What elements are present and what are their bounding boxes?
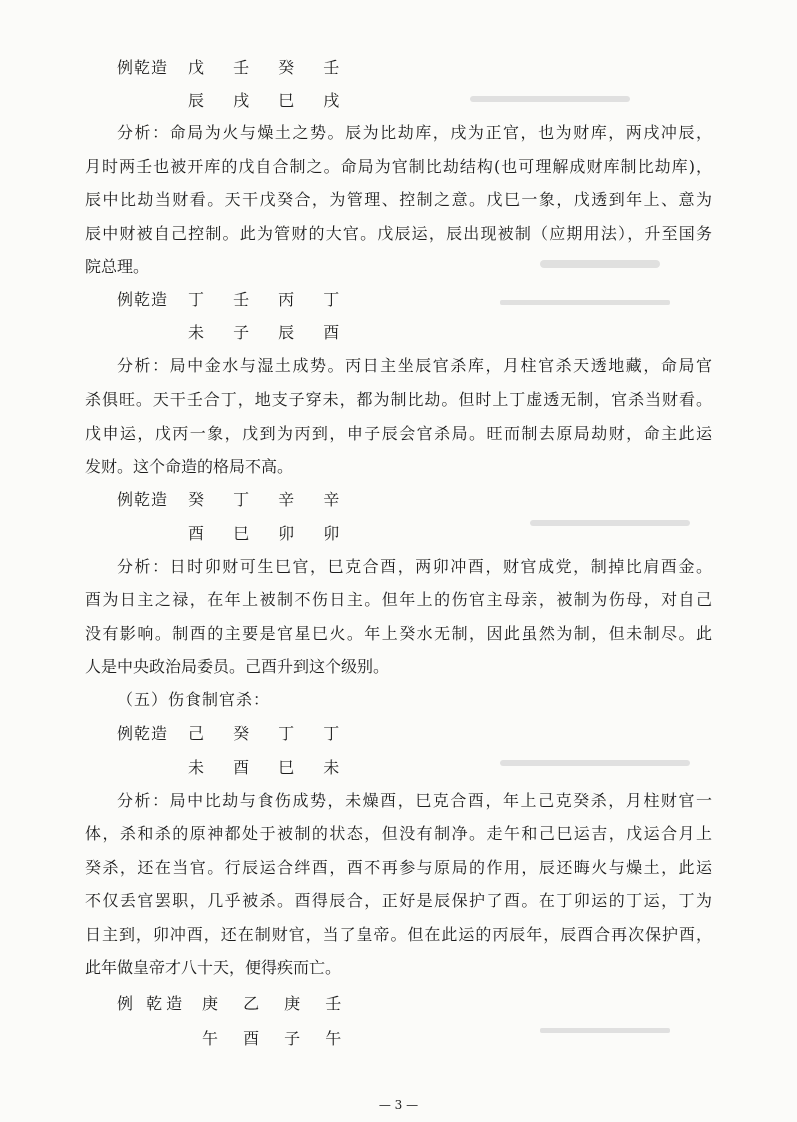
paragraph-line: 日主到，卯冲酉，还在制财官，当了皇帝。但在此运的丙辰年，辰酉合再次保护酉， — [85, 925, 712, 944]
paragraph-line: 体，杀和杀的原神都处于被制的状态，但没有制净。走午和己巳运吉，戊运合月上 — [85, 824, 712, 843]
bazi-chart-label: 例 乾造 — [117, 994, 187, 1013]
paragraph-line: 戊申运，戊丙一象，戊到为丙到，申子辰会官杀局。旺而制去原局劫财，命主此运 — [85, 424, 712, 443]
bazi-heavenly-stems: 癸 丁 辛 辛 — [188, 490, 352, 509]
bazi-earthly-branches: 未 子 辰 酉 — [188, 323, 352, 342]
bazi-chart-label: 例乾造 — [117, 490, 169, 509]
paragraph-line: 分析：命局为火与燥土之势。辰为比劫库，戌为正官，也为财库，两戌冲辰， — [117, 123, 712, 142]
paragraph-line: 此年做皇帝才八十天，便得疾而亡。 — [85, 958, 342, 977]
paragraph-line: 辰中比劫当财看。天干戊癸合，为管理、控制之意。戊巳一象，戊透到年上、意为 — [85, 190, 712, 209]
paragraph-line: 辰中财被自己控制。此为管财的大官。戊辰运，辰出现被制（应期用法），升至国务 — [85, 224, 712, 243]
bazi-chart-label: 例乾造 — [117, 58, 169, 77]
bazi-heavenly-stems: 丁 壬 丙 丁 — [188, 290, 352, 309]
paragraph-line: 院总理。 — [85, 257, 150, 276]
bazi-earthly-branches: 未 酉 巳 未 — [188, 758, 352, 777]
paragraph-line: 没有影响。制酉的主要是官星巳火。年上癸水无制，因此虽然为制，但未制尽。此 — [85, 624, 712, 643]
section-heading: （五）伤食制官杀： — [117, 690, 271, 709]
page-number: — 3 — — [378, 1098, 419, 1112]
paragraph-line: 分析：局中金水与湿土成势。丙日主坐辰官杀库，月柱官杀天透地藏，命局官 — [117, 356, 712, 375]
bazi-chart-label: 例乾造 — [117, 724, 169, 743]
paragraph-line: 发财。这个命造的格局不高。 — [85, 457, 294, 476]
bazi-heavenly-stems: 庚 乙 庚 壬 — [202, 994, 352, 1013]
paragraph-line: 分析：局中比劫与食伤成势，未燥酉，巳克合酉，年上己克癸杀，月柱财官一 — [117, 791, 712, 810]
paragraph-line: 月时两壬也被开库的戊自合制之。命局为官制比劫结构(也可理解成财库制比劫库)， — [85, 157, 712, 176]
paragraph-line: 人是中央政治局委员。己酉升到这个级别。 — [85, 657, 390, 676]
paragraph-line: 不仅丢官罢职，几乎被杀。酉得辰合，正好是辰保护了酉。在丁卯运的丁运，丁为 — [85, 891, 712, 910]
paragraph-line: 酉为日主之禄，在年上被制不伤日主。但年上的伤官主母亲，被制为伤母，对自己 — [85, 590, 712, 609]
bazi-heavenly-stems: 戊 壬 癸 壬 — [188, 58, 352, 77]
paragraph-line: 分析：日时卯财可生巳官，巳克合酉，两卯冲酉，财官成党，制掉比肩酉金。 — [117, 557, 712, 576]
bazi-earthly-branches: 酉 巳 卯 卯 — [188, 524, 352, 543]
bazi-heavenly-stems: 己 癸 丁 丁 — [188, 724, 352, 743]
paragraph-line: 杀俱旺。天干壬合丁，地支子穿未，都为制比劫。但时上丁虚透无制，官杀当财看。 — [85, 390, 712, 409]
bazi-earthly-branches: 辰 戌 巳 戌 — [188, 91, 352, 110]
bazi-chart-label: 例乾造 — [117, 290, 169, 309]
paragraph-line: 癸杀，还在当官。行辰运合绊酉，酉不再参与原局的作用，辰还晦火与燥土，此运 — [85, 858, 712, 877]
bazi-earthly-branches: 午 酉 子 午 — [202, 1029, 352, 1048]
